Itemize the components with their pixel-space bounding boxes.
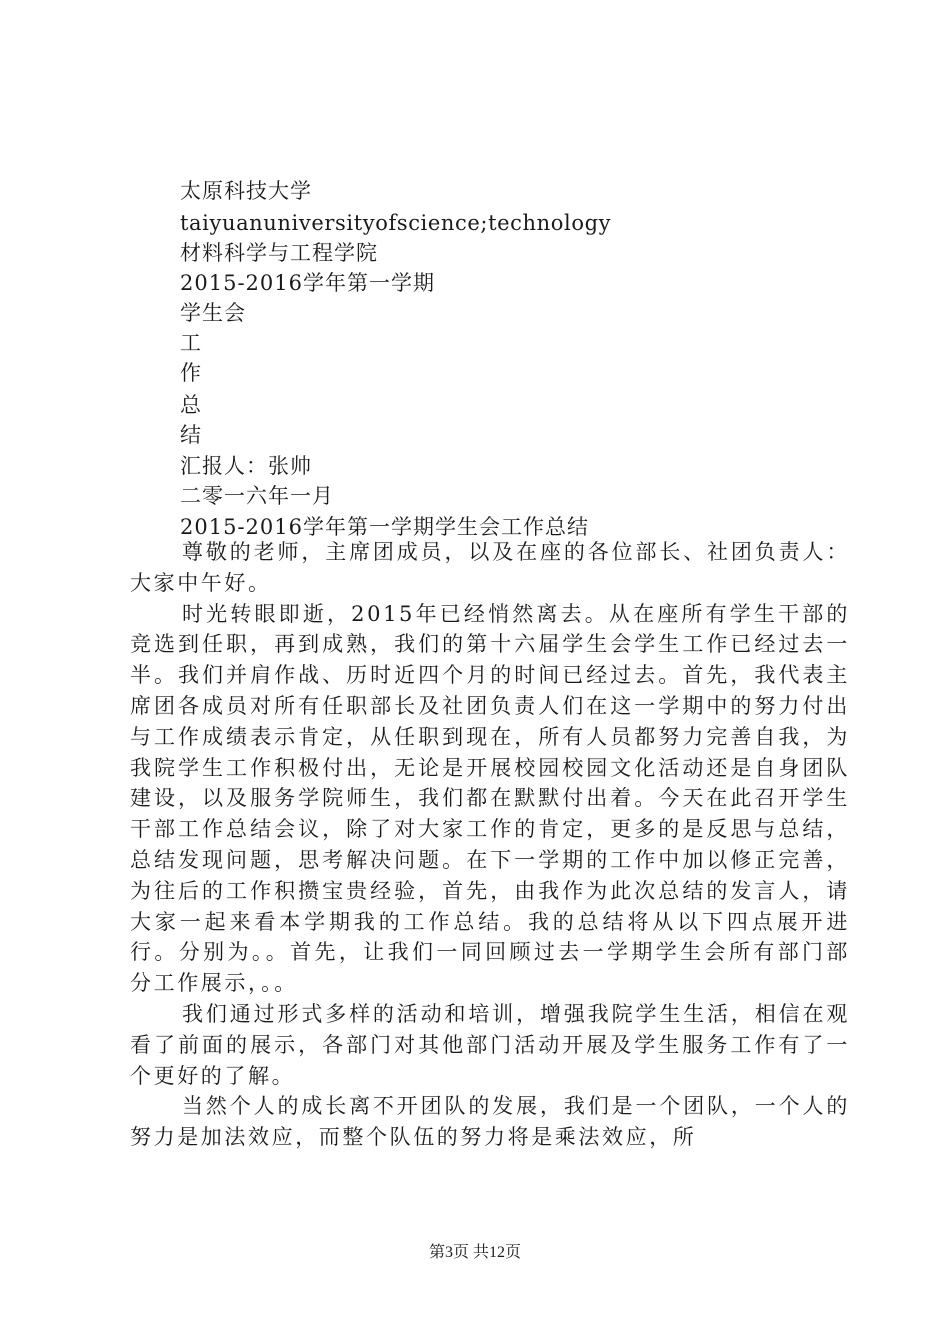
term-label: 2015-2016学年第一学期 — [180, 271, 435, 295]
paragraph: 时光转眼即逝，2015年已经悄然离去。从在座所有学生干部的竞选到任职，再到成熟，我们的第十六届学生会学生工作已经过去一半。我们并肩作战、历时近四个月的时间已经过去。首先，我代表主席团各成员对所有任职部长及社团负责人们在这一学期中的努力付出与工作成绩表示肯定，从任职到现在，所有人员都努力完善自我，为我院学生工作积极付出，无论是开展校园校园文化活动还是自身团队建设，以及服务学院师生，我们都在默默付出着。今天在此召开学生干部工作总结会议，除了对大家工作的肯定，更多的是反思与总结，总结发现问题，思考解决问题。在下一学期的工作中加以修正完善，为往后的工作积攒宝贵经验，首先，由我作为此次总结的发言人，请大家一起来看本学期我的工作总结。我的总结将从以下四点展开进行。分别为。。首先，让我们一同回顾过去一学期学生会所有部门部分工作展示，。。 — [130, 601, 850, 996]
title-char: 作 — [180, 361, 202, 385]
organization-name: 学生会 — [180, 301, 246, 325]
body-text — [130, 537, 850, 1153]
paragraph: 当然个人的成长离不开团队的发展，我们是一个团队，一个人的努力是加法效应，而整个队伍的努力将是乘法效应，所 — [130, 1094, 850, 1150]
document-heading: 2015-2016学年第一学期学生会工作总结 — [180, 515, 589, 539]
college-name: 材料科学与工程学院 — [180, 241, 378, 265]
reporter-line: 汇报人：张帅 — [180, 454, 312, 478]
paragraph: 尊敬的老师，主席团成员，以及在座的各位部长、社团负责人：大家中午好。 — [130, 540, 850, 595]
page-number-footer: 第3页 共12页 — [428, 1244, 521, 1261]
paragraph: 我们通过形式多样的活动和培训，增强我院学生生活，相信在观看了前面的展示，各部门对其他部门活动开展及学生服务工作有了一个更好的了解。 — [130, 1001, 850, 1088]
title-char: 工 — [180, 331, 202, 355]
title-char: 总 — [180, 393, 202, 417]
title-char: 结 — [180, 423, 202, 447]
university-name-en: taiyuanuniversityofscience;technology — [180, 211, 612, 235]
university-name-cn: 太原科技大学 — [180, 179, 312, 203]
date-line: 二零一六年一月 — [180, 484, 334, 508]
